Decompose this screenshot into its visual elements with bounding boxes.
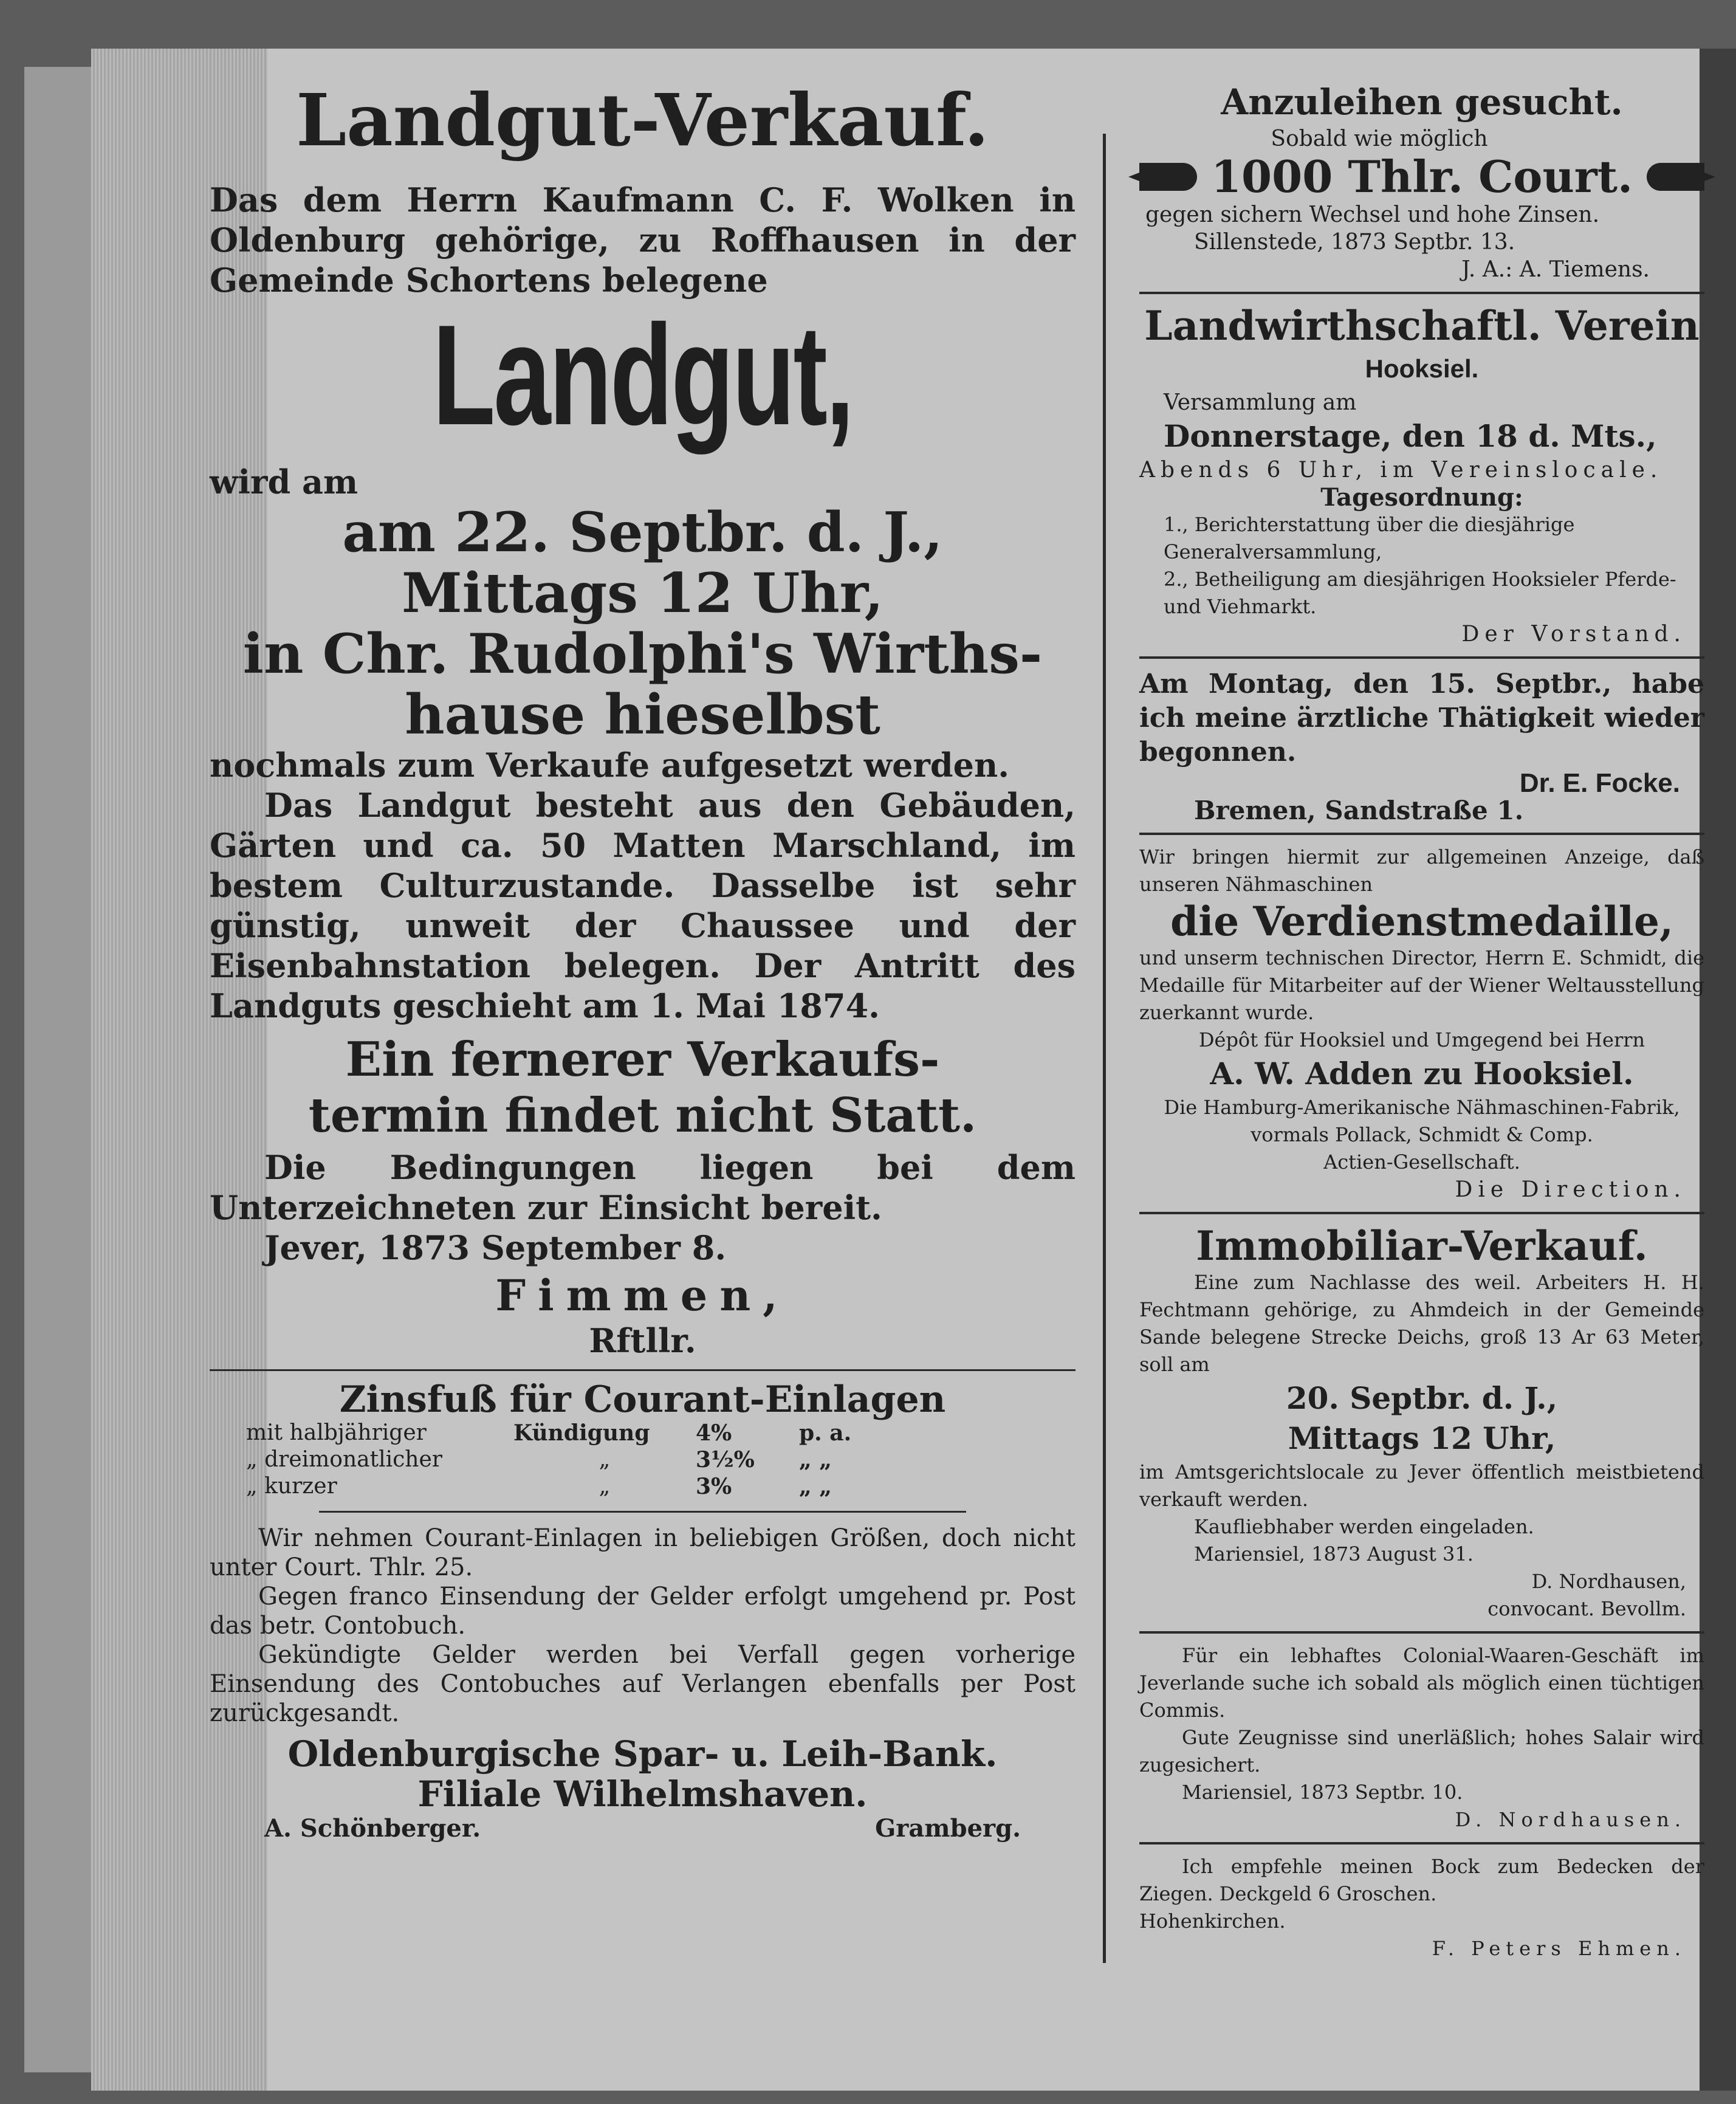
commis-signature: D. Nordhausen.: [1455, 1808, 1686, 1831]
right-rule: [1139, 833, 1704, 835]
pointing-hand-icon: [1647, 163, 1704, 191]
anz-title: Anzuleihen gesucht.: [1221, 81, 1623, 123]
right-column: [1139, 79, 1704, 1962]
zins-rate: 3½%: [696, 1447, 755, 1473]
bock-place: Hohenkirchen.: [1139, 1910, 1286, 1933]
bank-rule: [319, 1511, 966, 1513]
zins-kuendigung: Kündigung: [513, 1420, 650, 1446]
anz-amount: 1000 Thlr. Court.: [1210, 151, 1633, 202]
right-rule: [1139, 1631, 1704, 1634]
left-rule: [210, 1369, 1076, 1371]
bank-signature-left: A. Schönberger.: [264, 1814, 481, 1843]
landgut-signer: Fimmen,: [495, 1270, 790, 1321]
bank-text-1: Wir nehmen Courant-Einlagen in beliebigen Größen, doch nicht unter Court. Thlr. 25.: [210, 1524, 1076, 1582]
zins-rate: 3%: [696, 1474, 732, 1500]
commis-text-2: Gute Zeugnisse sind unerläßlich; hohes Salair wird zugesichert.: [1139, 1726, 1704, 1776]
immo-place: im Amtsgerichtslocale zu Jever öffentlich meistbietend verkauft werden.: [1139, 1460, 1704, 1511]
wird-am: wird am: [210, 462, 359, 502]
zins-kuendigung: „: [599, 1447, 611, 1473]
verein-place: Hooksiel.: [1365, 354, 1479, 383]
verein-agenda-item-1: 1., Berichterstattung über die diesjährige Generalversammlung,: [1164, 513, 1575, 563]
right-rule: [1139, 292, 1704, 294]
landgut-ad: [210, 79, 1076, 1361]
right-rule: [1139, 656, 1704, 659]
naeh-company-1: Die Hamburg-Amerikanische Nähmaschinen-Fabrik,: [1164, 1096, 1680, 1119]
bock-signature: F. Peters Ehmen.: [1432, 1937, 1686, 1960]
naeh-intro: Wir bringen hiermit zur allgemeinen Anzeige, daß unseren Nähmaschinen: [1139, 845, 1704, 896]
focke-name: Dr. E. Focke.: [1519, 768, 1680, 798]
verein-signature: Der Vorstand.: [1461, 622, 1686, 647]
focke-address: Bremen, Sandstraße 1.: [1194, 796, 1524, 825]
naeh-depot: Dépôt für Hooksiel und Umgegend bei Herrn: [1198, 1028, 1645, 1051]
focke-text: Am Montag, den 15. Septbr., habe ich meine ärztliche Thätigkeit wieder begonnen.: [1139, 669, 1704, 768]
pointing-hand-icon: [1139, 163, 1197, 191]
verein-title: Landwirthschaftl. Verein: [1144, 302, 1700, 349]
immo-date: 20. Septbr. d. J.,: [1286, 1380, 1558, 1416]
verein-ad: [1139, 303, 1704, 648]
auction-date: am 22. Septbr. d. J.,: [342, 500, 943, 565]
ferner-line-1: Ein fernerer Verkaufs-: [345, 1032, 940, 1088]
immo-time: Mittags 12 Uhr,: [1288, 1420, 1556, 1456]
immo-dateline: Mariensiel, 1873 August 31.: [1194, 1542, 1474, 1566]
naeh-text: und unserm technischen Director, Herrn E. Schmidt, die Medaille für Mitarbeiter auf der Wiener Weltausstellung zuerkannt wurde.: [1139, 946, 1704, 1024]
naeh-medal: die Verdienstmedaille,: [1170, 898, 1673, 945]
zins-row: [246, 1473, 1039, 1500]
ferner-line-2: termin findet nicht Statt.: [308, 1088, 977, 1144]
immo-signature-2: convocant. Bevollm.: [1487, 1597, 1686, 1620]
right-rule: [1139, 1842, 1704, 1844]
commis-text: Für ein lebhaftes Colonial-Waaren-Geschäft im Jeverlande suche ich sobald als möglich einen tüchtigen Commis.: [1139, 1644, 1704, 1722]
auction-place-1: in Chr. Rudolphi's Wirths-: [242, 622, 1043, 687]
verein-agenda-item-2: 2., Betheiligung am diesjährigen Hooksieler Pferde- und Viehmarkt.: [1164, 568, 1676, 618]
bank-text-3: Gekündigte Gelder werden bei Verfall gegen vorherige Einsendung des Contobuches auf Verlangen ebenfalls per Post zurückgesandt.: [210, 1641, 1076, 1728]
landgut-title: Landgut-Verkauf.: [296, 78, 989, 162]
nochmals-text: nochmals zum Verkaufe aufgesetzt werden.: [210, 746, 1010, 785]
zins-row: [246, 1446, 1039, 1473]
bank-branch: Filiale Wilhelmshaven.: [417, 1773, 868, 1815]
immo-signature-1: D. Nordhausen,: [1531, 1570, 1686, 1593]
landgut-dateline: Jever, 1873 September 8.: [264, 1228, 727, 1268]
zins-kuendigung: „: [599, 1474, 611, 1499]
bank-name: Oldenburgische Spar- u. Leih-Bank.: [287, 1733, 998, 1775]
zins-term: „ dreimonatlicher: [246, 1447, 442, 1473]
immobiliar-ad: [1139, 1223, 1704, 1623]
bock-text: Ich empfehle meinen Bock zum Bedecken der Ziegen. Deckgeld 6 Groschen.: [1139, 1855, 1704, 1905]
anz-subtitle: Sobald wie möglich: [1271, 126, 1488, 151]
verein-agenda-title: Tagesordnung:: [1320, 483, 1523, 512]
auction-place-2: hause hieselbst: [405, 682, 880, 748]
anz-signature: J. A.: A. Tiemens.: [1461, 257, 1650, 282]
verein-versammlung: Versammlung am: [1164, 390, 1357, 415]
commis-ad: [1139, 1642, 1704, 1834]
naeh-company-2: vormals Pollack, Schmidt & Comp.: [1251, 1123, 1593, 1146]
bank-signature-right: Gramberg.: [875, 1814, 1021, 1843]
zins-pa: p. a.: [799, 1420, 852, 1446]
naeh-signature: Die Direction.: [1455, 1177, 1686, 1202]
anz-terms: gegen sichern Wechsel und hohe Zinsen.: [1145, 202, 1600, 227]
immo-kauf: Kaufliebhaber werden eingeladen.: [1194, 1515, 1534, 1538]
zins-term: „ kurzer: [246, 1474, 337, 1499]
naehmaschinen-ad: [1139, 844, 1704, 1203]
left-column: [210, 79, 1076, 1843]
zins-term: mit halbjähriger: [246, 1420, 427, 1446]
naeh-company-3: Actien-Gesellschaft.: [1323, 1150, 1520, 1174]
anzuleihen-ad: [1139, 79, 1704, 283]
bank-text-2: Gegen franco Einsendung der Gelder erfolgt umgehend pr. Post das betr. Contobuch.: [210, 1583, 1076, 1640]
auction-time: Mittags 12 Uhr,: [402, 561, 883, 626]
focke-ad: [1139, 667, 1704, 824]
column-divider: [1103, 134, 1106, 1963]
bank-ad: [210, 1380, 1076, 1843]
right-rule: [1139, 1212, 1704, 1214]
immo-text: Eine zum Nachlasse des weil. Arbeiters H. H. Fechtmann gehörige, zu Ahmdeich in der Gemeinde Sande belegene Strecke Deichs, groß 13 Ar 63 Meter, soll am: [1139, 1271, 1704, 1376]
book-edge: [24, 67, 95, 2072]
anz-date: Sillenstede, 1873 Septbr. 13.: [1194, 230, 1515, 255]
landgut-description: Das Landgut besteht aus den Gebäuden, Gärten und ca. 50 Matten Marschland, im bestem Culturzustande. Dasselbe ist sehr günstig, unweit der Chaussee und der Eisenbahnstation belegen. Der Antritt des Landguts geschieht am 1. Mai 1874.: [210, 786, 1076, 1026]
landgut-heading: Landgut,: [432, 294, 853, 455]
bedingungen-text: Die Bedingungen liegen bei dem Unterzeichneten zur Einsicht bereit.: [210, 1148, 1076, 1228]
book-spine-shadow: [1700, 49, 1736, 2091]
zins-rate: 4%: [696, 1420, 732, 1446]
landgut-signer-title: Rftllr.: [589, 1321, 696, 1361]
naeh-dealer: A. W. Adden zu Hooksiel.: [1210, 1056, 1634, 1092]
verein-time: Abends 6 Uhr, im Vereinslocale.: [1139, 458, 1663, 483]
zins-pa: „ „: [799, 1474, 832, 1500]
bock-ad: [1139, 1853, 1704, 1962]
zins-title: Zinsfuß für Courant-Einlagen: [339, 1378, 946, 1422]
zins-pa: „ „: [799, 1447, 832, 1473]
zins-row: [246, 1420, 1039, 1446]
commis-date: Mariensiel, 1873 Septbr. 10.: [1182, 1781, 1463, 1804]
verein-date: Donnerstage, den 18 d. Mts.,: [1164, 418, 1657, 454]
landgut-intro: Das dem Herrn Kaufmann C. F. Wolken in Oldenburg gehörige, zu Roffhausen in der Gemeinde Schortens belegene: [210, 180, 1076, 300]
immo-title: Immobiliar-Verkauf.: [1196, 1222, 1648, 1270]
